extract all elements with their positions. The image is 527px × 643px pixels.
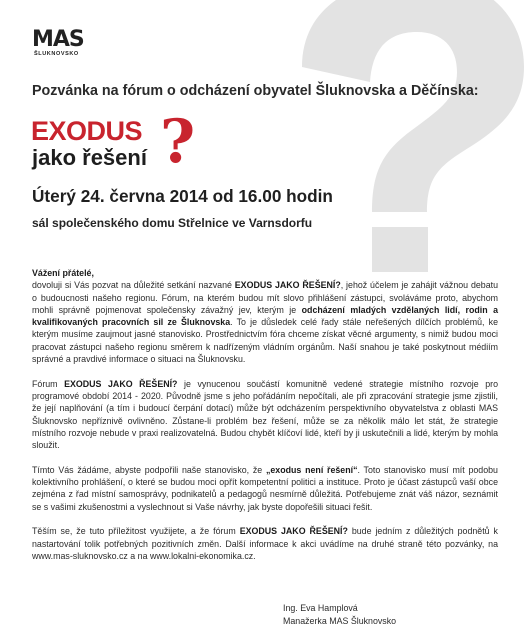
p3-text-1: Tímto Vás žádáme, abyste podpořili naše stanovisko, že	[32, 464, 266, 475]
signature-name: Ing. Eva Hamplová	[283, 603, 358, 613]
letter-body	[32, 267, 498, 562]
greeting: Vážení přátelé,	[32, 268, 94, 278]
letter-paragraph-2	[32, 378, 498, 452]
p4-bold-1: EXODUS JAKO ŘEŠENÍ?	[239, 526, 348, 537]
letter-paragraph-4	[32, 525, 498, 562]
signature-block	[283, 602, 396, 628]
p1-bold-1: EXODUS JAKO ŘEŠENÍ?	[234, 280, 341, 291]
logo-subtitle: ŠLUKNOVSKO	[34, 51, 79, 57]
p3-text-2: . Toto stanovisko musí mít podobu kolektivního prohlášení, o které se budou moci opřít kompetentní politici a instituce. Proto je účast zástupců vaší obce zejména z řad místní samosprávy, podnikatelů a pedagogů nesmírně důležitá. Potřebujeme znát váš názor, seznámit se s vašimi zkušenostmi a vyslechnout si Vaše návrhy, jak byste dopořešili situaci řešit.	[32, 464, 498, 512]
event-venue: sál společenského domu Střelnice ve Varnsdorfu	[32, 216, 313, 230]
letter-paragraph-1	[32, 267, 498, 365]
invitation-headline: Pozvánka na fórum o odcházení obyvatel Šluknovska a Děčínska:	[32, 83, 479, 99]
p2-text-2: je vynucenou součástí komunitně vedené strategie místního rozvoje pro programové období 2014 - 2020. Původně jsme s jeho pořádáním nepočítali, ale při zpracování strategie jsme zjistili, že její naplňování (a tím i budoucí čerpání dotací) může být odcházením perspektivního obyvatelstva z oblasti MAS Šluknovsko nepříznivě ovlivněno. Zůstane-li problém bez řešení, může se za několik málo let stát, že strategie místního rozvoje nebude v praxi realizovatelná. Budou chybět klíčoví lidé, kteří by ji uskutečnili a lidé, kterým by mohla sloužit.	[32, 378, 498, 451]
title-jako-reseni: jako řešení	[32, 145, 147, 170]
p2-bold-1: EXODUS JAKO ŘEŠENÍ?	[64, 378, 178, 389]
p2-text-1: Fórum	[32, 378, 65, 389]
p1-text-3: . To je důsledek celé řady stále neřešených dílčích problémů, ke kterým musíme zaujmout jasné stanovisko. Prostřednictvím fóra chceme získat věcné argumenty, s nimiž budou moci pracovat zástupci našeho regionu směrem k nadřízeným vládním orgánům. Naší snahou je také poskytnout médiím správné a pravdivé informace o situaci na Šluknovsku.	[32, 317, 498, 365]
mas-logo	[32, 28, 94, 62]
p1-bold-2: odcházení mladých vzdělaných lidí, rodin a kvalifikovaných pracovních sil ze Šluknovska	[32, 304, 498, 328]
event-date: Úterý 24. června 2014 od 16.00 hodin	[32, 186, 333, 206]
signature-role: Manažerka MAS Šluknovsko	[283, 616, 397, 626]
p4-text-1: Těším se, že tuto příležitost využijete, a že fórum	[32, 526, 240, 537]
p3-bold-1: „exodus není řešení“	[265, 464, 358, 475]
p4-text-2: bude jedním z důležitých podnětů k nastartování tolik potřebných pozitivních změn. Další informace k akci uvádíme na druhé straně této pozvánky, na www.mas-sluknovsko.cz a na www.lokalni-ekonomika.cz.	[32, 526, 498, 561]
question-mark-watermark-icon	[262, 0, 527, 272]
p1-text-1: dovoluji si Vás pozvat na důležité setkání nazvané	[32, 280, 235, 291]
title-exodus: EXODUS	[31, 116, 143, 146]
letter-paragraph-3	[32, 464, 498, 513]
question-mark-icon: ?	[160, 107, 196, 177]
p1-text-2: , jehož účelem je zahájit vážnou debatu o budoucnosti našeho regionu. Fórum, na kterém budou mít slovo přihlášení zástupci, svoláváme proto, abychom mohli správně pojmenovat společensky závažný jev, kterým je	[32, 280, 498, 315]
logo-name: MAS	[32, 27, 84, 52]
